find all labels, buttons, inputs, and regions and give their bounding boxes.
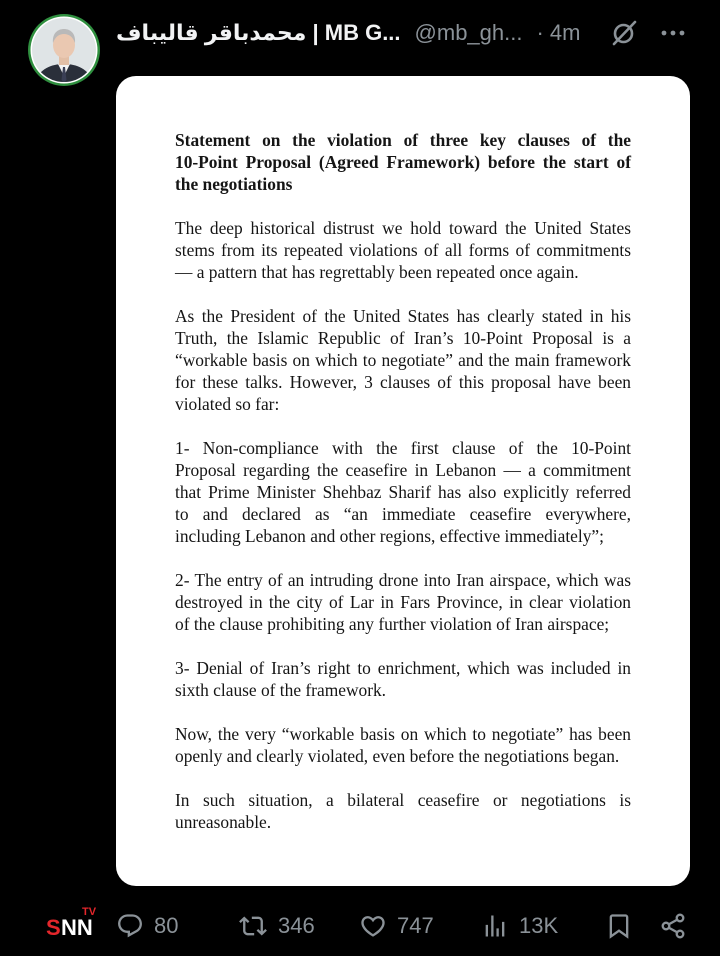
like-button[interactable] — [359, 912, 434, 940]
reply-icon — [116, 912, 144, 940]
statement-paragraph — [175, 437, 631, 547]
text-line: “workable basis on which to negotiate” and the main framework — [175, 350, 631, 370]
more-icon — [659, 19, 687, 47]
reply-button[interactable] — [116, 912, 178, 940]
text-line: Now, the very “workable basis on which to negotiate” has been — [175, 724, 631, 744]
text-line: Truth, the Islamic Republic of Iran’s 10-Point Proposal is a — [175, 328, 631, 348]
repost-count: 346 — [278, 913, 315, 938]
tweet-media-statement[interactable] — [116, 76, 690, 886]
text-line: 3- Denial of Iran’s right to enrichment, which was included in — [175, 658, 631, 678]
text-line: violated so far: — [175, 394, 280, 414]
statement-paragraph — [175, 569, 631, 635]
text-line: of the clause prohibiting any further violation of Iran airspace; — [175, 614, 610, 634]
like-count: 747 — [397, 913, 434, 938]
statement-paragraph — [175, 789, 631, 833]
bookmark-icon — [605, 912, 633, 940]
statement-paragraph — [175, 217, 631, 283]
views-button[interactable] — [481, 912, 558, 940]
text-line: to and declared as “an immediate ceasefire everywhere, — [175, 504, 631, 524]
text-line: Proposal regarding the ceasefire in Lebanon — a commitment — [175, 460, 631, 480]
watermark-s: S — [46, 915, 61, 940]
views-icon — [481, 912, 509, 940]
author-display-name[interactable]: محمدباقر قالیباف | MB G... — [116, 20, 401, 45]
statement-title — [175, 129, 631, 195]
text-line: unreasonable. — [175, 812, 272, 832]
text-line: 2- The entry of an intruding drone into Iran airspace, which was — [175, 570, 631, 590]
text-line: openly and clearly violated, even before the negotiations began. — [175, 746, 620, 766]
title-line: the negotiations — [175, 174, 293, 194]
retweet-icon — [238, 912, 268, 940]
repost-button[interactable] — [238, 912, 315, 940]
views-count: 13K — [519, 913, 559, 938]
statement-paragraph — [175, 305, 631, 415]
snn-tv-watermark — [46, 906, 100, 942]
text-line: 1- Non-compliance with the first clause of the 10-Point — [175, 438, 631, 458]
text-line: for these talks. However, 3 clauses of this proposal have been — [175, 372, 631, 392]
avatar-icon — [28, 14, 100, 86]
title-line: Statement on the violation of three key clauses of the — [175, 130, 631, 150]
share-button[interactable] — [659, 912, 687, 940]
text-line: destroyed in the city of Lar in Fars Province, in clear violation — [175, 592, 631, 612]
title-line: 10-Point Proposal (Agreed Framework) before the start of — [175, 152, 631, 172]
watermark-nn: NN — [61, 915, 93, 940]
text-line: stems from its repeated violations of all forms of commitments — [175, 240, 631, 260]
more-button[interactable] — [659, 19, 687, 47]
text-line: — a pattern that has regrettably been repeated once again. — [175, 262, 579, 282]
text-line: sixth clause of the framework. — [175, 680, 387, 700]
share-icon — [659, 912, 687, 940]
statement-paragraph — [175, 657, 631, 701]
grok-button[interactable] — [610, 19, 638, 47]
statement-paragraph — [175, 723, 631, 767]
avatar[interactable] — [28, 14, 100, 86]
reply-count: 80 — [154, 913, 179, 938]
grok-icon — [610, 19, 638, 47]
text-line: including Lebanon and other regions, effective immediately”; — [175, 526, 604, 546]
text-line: In such situation, a bilateral ceasefire or negotiations is — [175, 790, 631, 810]
tweet-timestamp[interactable]: · 4m — [536, 20, 581, 45]
author-handle[interactable]: @mb_gh... — [414, 20, 523, 45]
bookmark-button[interactable] — [605, 912, 633, 940]
tweet-header — [116, 17, 602, 49]
like-icon — [359, 912, 387, 940]
watermark-tv: TV — [82, 906, 97, 918]
text-line: The deep historical distrust we hold toward the United States — [175, 218, 631, 238]
text-line: As the President of the United States has clearly stated in his — [175, 306, 631, 326]
text-line: that Prime Minister Shehbaz Sharif has also explicitly referred — [175, 482, 631, 502]
